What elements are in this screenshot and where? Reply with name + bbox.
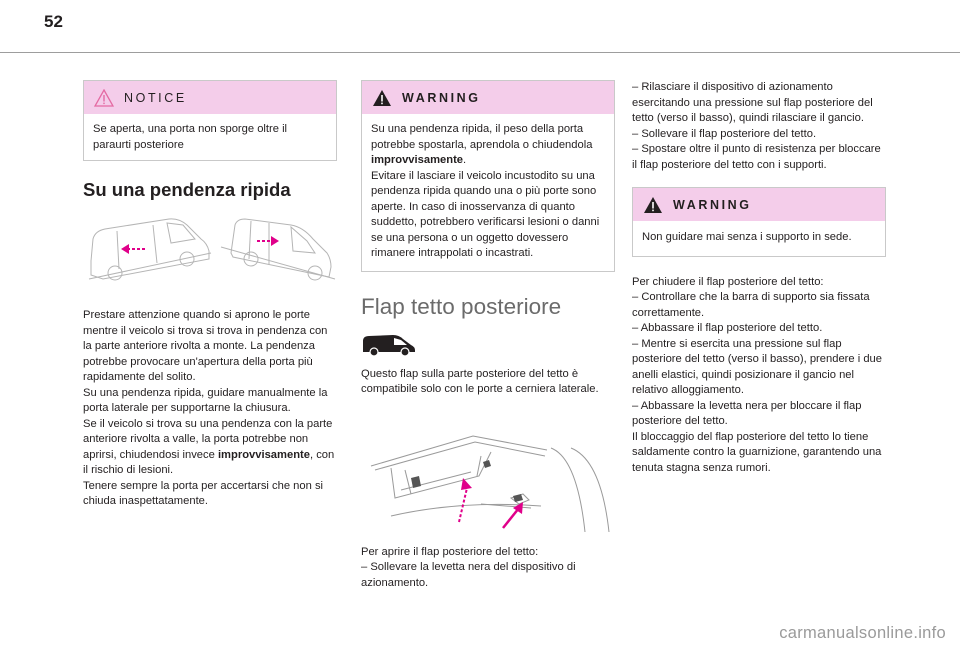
warning-text-1: Su una pendenza ripida, il peso della porta potrebbe spostarla, aprendola o chiudendola <box>371 123 593 151</box>
warning-box-slope <box>361 80 615 272</box>
slope-paragraph-3c: , con il rischio di lesioni. <box>83 448 335 476</box>
page-number: 52 <box>44 12 63 31</box>
release-steps <box>632 80 886 173</box>
release-step-3: – Spostare oltre il punto di resistenza per bloccare il flap posteriore del tetto con i supporti. <box>632 143 881 171</box>
warning-header-slope <box>362 81 614 114</box>
warning-title-support: WARNING <box>673 197 752 212</box>
close-step-2: – Abbassare il flap posteriore del tetto. <box>632 322 823 334</box>
slope-paragraph-4: Tenere sempre la porta per accertarsi che non si chiuda inaspettatamente. <box>83 479 324 507</box>
warning-text-1-end: . <box>463 154 467 166</box>
notice-header <box>84 81 336 114</box>
van-silhouette-icon <box>361 332 615 361</box>
vans-on-slope-illustration <box>83 213 337 288</box>
close-note: Il bloccaggio del flap posteriore del tetto lo tiene saldamente contro la guarnizione, garantendo una tenuta stagna senza rumori. <box>632 430 882 474</box>
warning-text-1-bold: improvvisamente <box>371 154 464 166</box>
warning-body-slope <box>362 114 614 271</box>
roof-flap-illustration <box>361 418 615 533</box>
roof-flap-intro: Questo flap sulla parte posteriore del tetto è compatibile solo con le porte a cerniera laterale. <box>361 367 599 395</box>
warning-text-2: Evitare il lasciare il veicolo incustodito su una pendenza ripida quando una o più porte sono aperte. In caso di inosservanza di quanto suddetto, potrebbero verificarsi lesioni o danni se una persona o un oggetto dovessero rimanere intrappolati o incastrati. <box>371 169 600 259</box>
release-step-2: – Sollevare il flap posteriore del tetto. <box>632 127 817 140</box>
notice-triangle-icon <box>94 89 114 107</box>
watermark: carmanualsonline.info <box>779 624 946 642</box>
column-1 <box>83 80 337 510</box>
warning-title-slope: WARNING <box>402 90 481 105</box>
slope-paragraph-3-bold: improvvisamente <box>217 448 310 461</box>
column-2 <box>361 80 615 591</box>
close-step-1: – Controllare che la barra di supporto sia fissata correttamente. <box>632 291 870 319</box>
slope-text <box>83 308 337 510</box>
slope-paragraph-2: Su una pendenza ripida, guidare manualmente la porta laterale per supportarne la chiusura. <box>83 386 328 414</box>
close-instructions <box>632 275 886 477</box>
notice-title: NOTICE <box>124 90 187 105</box>
open-instructions <box>361 545 615 592</box>
close-step-3: – Mentre si esercita una pressione sul flap posteriore del tetto (verso il basso), prendere i due anelli elastici, quindi posizionare il gancio nel relativo alloggiamento. <box>632 337 882 396</box>
warning-box-support <box>632 187 886 257</box>
open-title: Per aprire il flap posteriore del tetto: <box>361 545 539 558</box>
close-title: Per chiudere il flap posteriore del tetto: <box>632 275 824 288</box>
slope-paragraph-3a: Se il veicolo si trova su una pendenza con la parte anteriore rivolta a valle, la porta potrebbe non aprirsi, chiudendosi invece <box>83 417 333 461</box>
column-3 <box>632 80 886 476</box>
section-heading-roof-flap: Flap tetto posteriore <box>361 293 562 319</box>
warning-line-1 <box>371 122 605 169</box>
warning-triangle-icon <box>372 89 392 107</box>
open-step-1: – Sollevare la levetta nera del dispositivo di azionamento. <box>361 561 576 589</box>
slope-paragraph-1: Prestare attenzione quando si aprono le porte mentre il veicolo si trova si trova in pendenza con la parte anteriore rivolta a monte. La pendenza potrebbe provocare un'apertura della porta più rapidamente del solito. <box>83 309 328 383</box>
warning-header-support <box>633 188 885 221</box>
notice-box <box>83 80 337 161</box>
top-rule <box>0 52 960 53</box>
warning-triangle-icon <box>643 196 663 214</box>
section-heading-slope: Su una pendenza ripida <box>83 179 291 200</box>
release-step-1: – Rilasciare il dispositivo di azionamento esercitando una pressione sul flap posteriore del tetto (verso il basso), quindi rilasciare il gancio. <box>632 81 873 124</box>
notice-text: Se aperta, una porta non sporge oltre il paraurti posteriore <box>93 123 288 151</box>
slope-paragraph-3 <box>83 417 337 479</box>
close-step-4: – Abbassare la levetta nera per bloccare il flap posteriore del tetto. <box>632 399 862 427</box>
warning-text-support: Non guidare mai senza i supporto in sede. <box>642 231 852 243</box>
